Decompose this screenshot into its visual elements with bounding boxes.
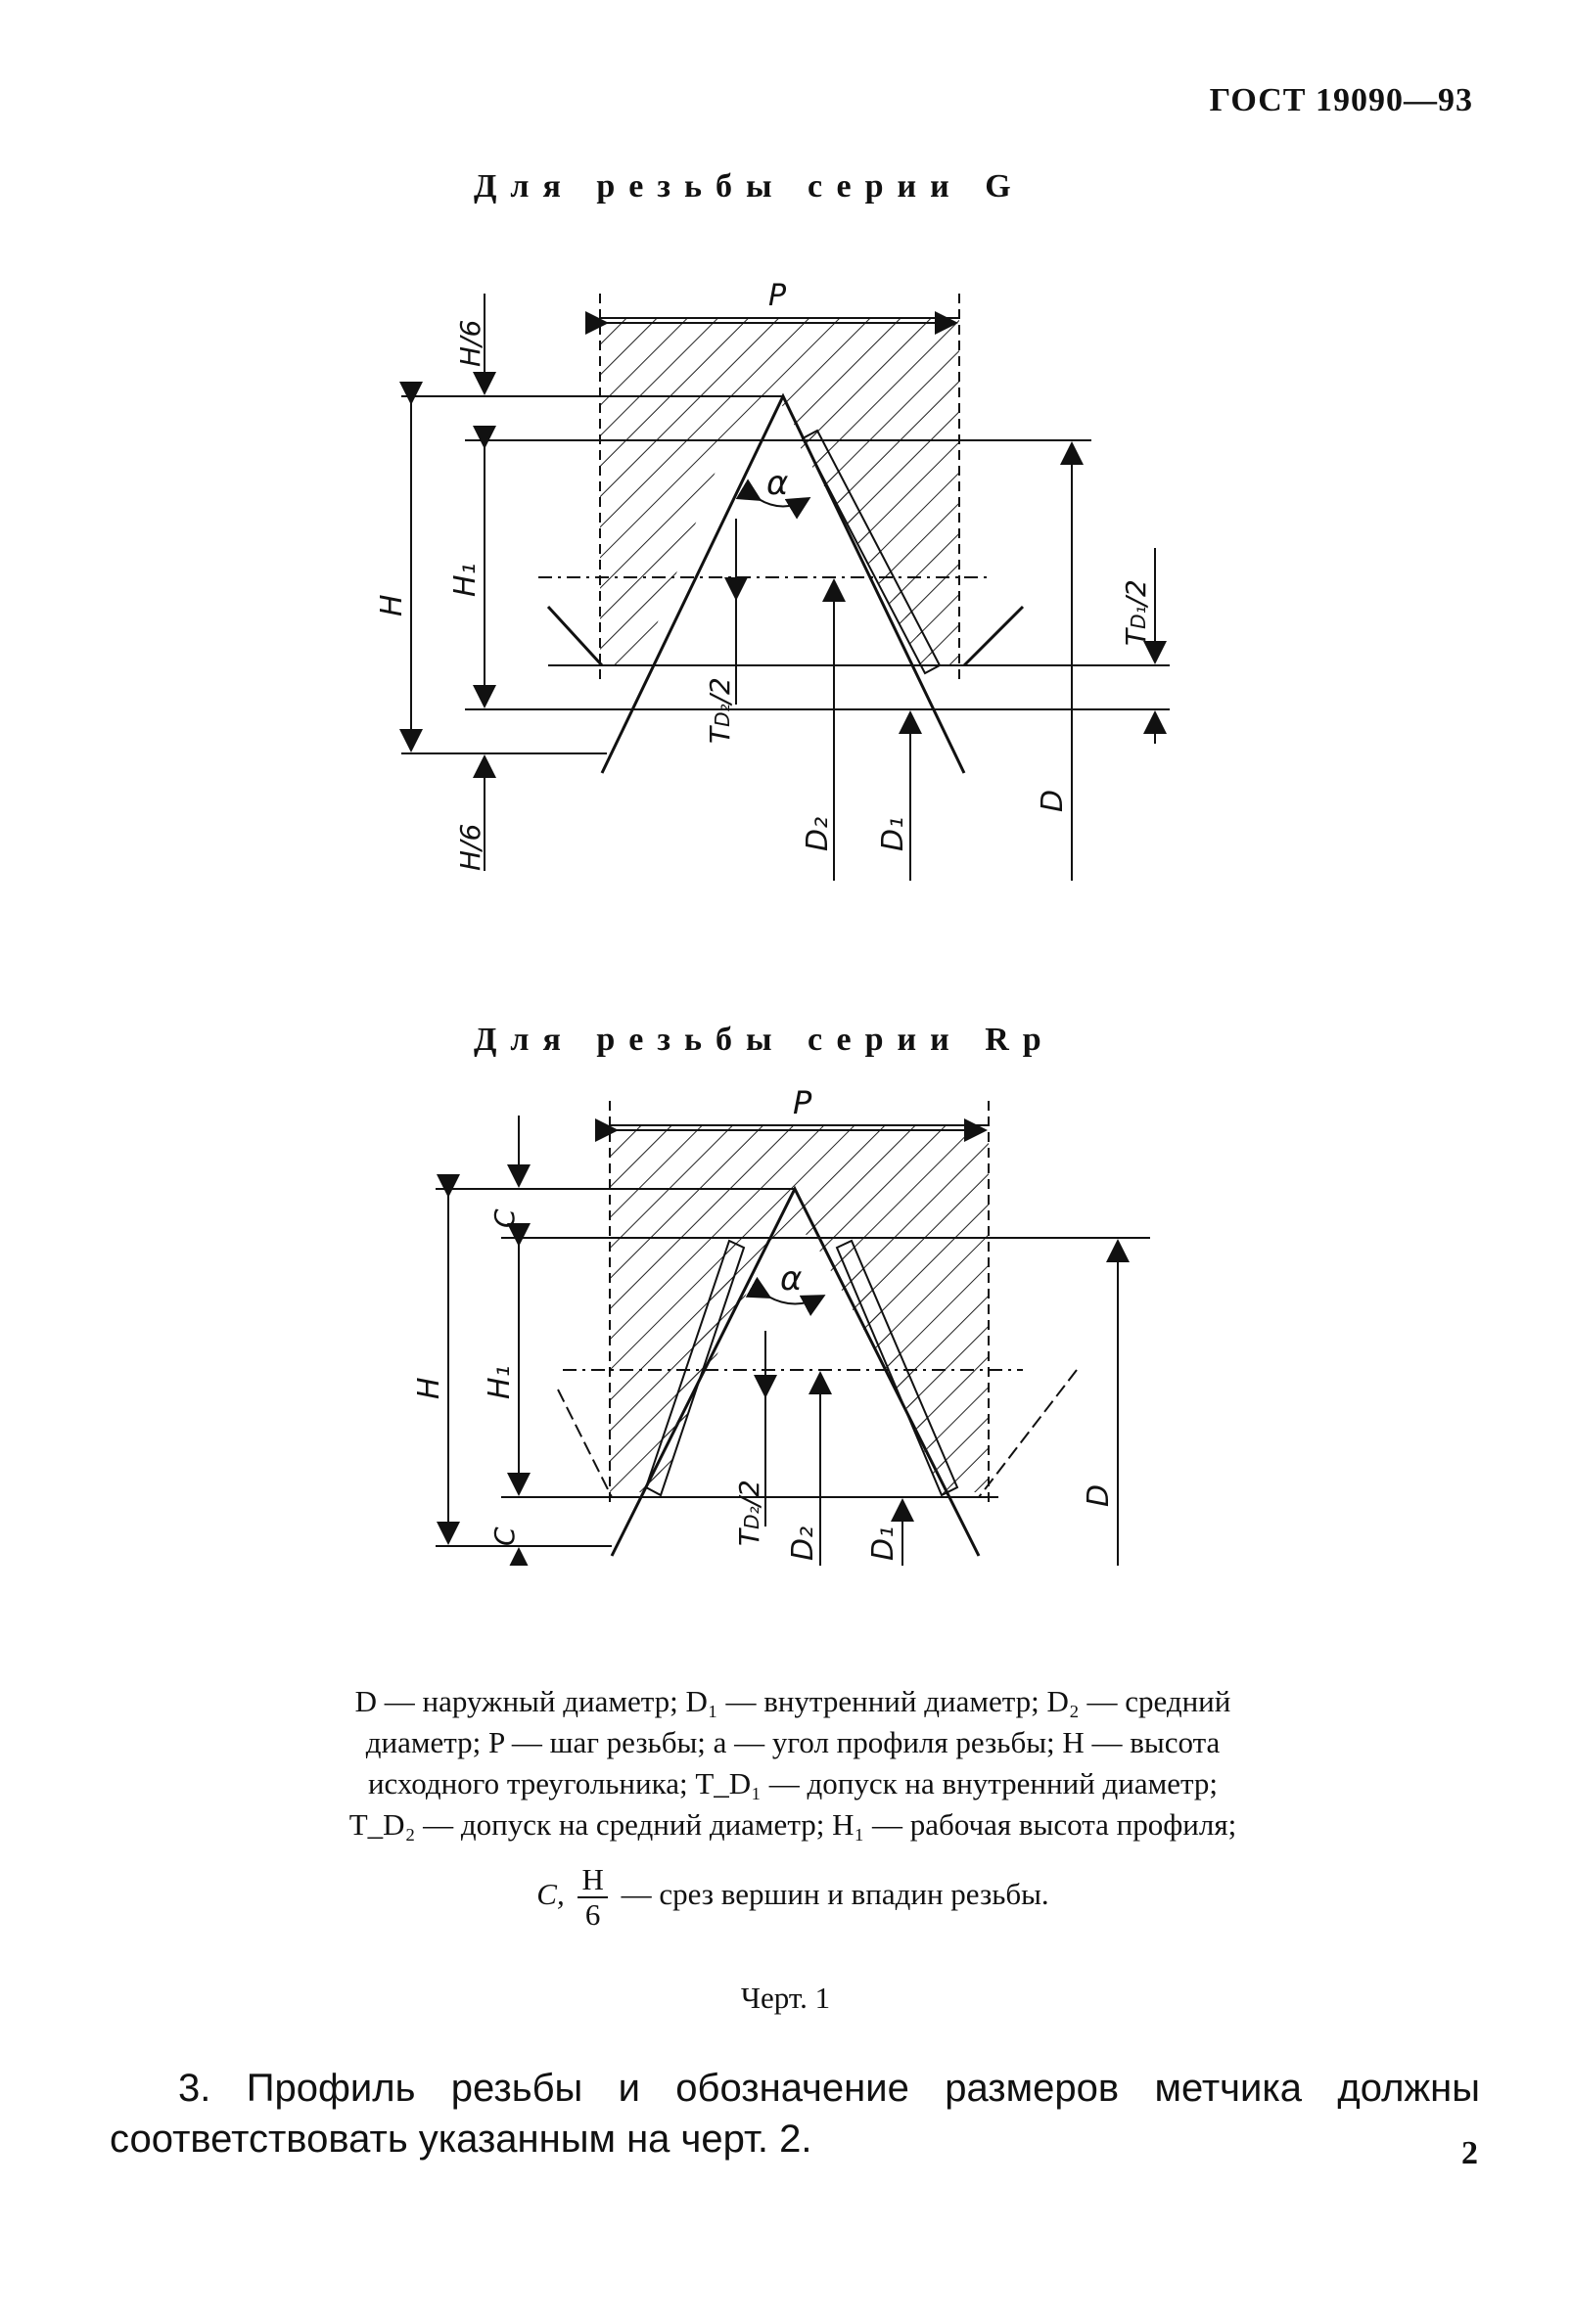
figure-legend [225, 1681, 1361, 1932]
td1-divisor: /2 [1120, 579, 1152, 607]
d-label: D [1036, 789, 1070, 812]
svg-text:TD₂/2 [733, 1480, 765, 1546]
td1-label: T [1120, 628, 1152, 646]
paragraph-3: 3. Профиль резьбы и обозначение размеров метчика должны соответствовать указанным на черт. 2. [110, 2067, 1480, 2161]
h6-bottom-label: H/6 [454, 823, 486, 871]
d2-label: D₂ [801, 816, 835, 851]
figure-g-thread-profile [0, 0, 1571, 939]
rp-d-label: D [1082, 1483, 1116, 1507]
svg-text:TD₁/2 [1120, 579, 1152, 646]
td1-subscript: D₁ [1127, 606, 1150, 629]
svg-text:TD₂/2 [704, 677, 736, 744]
fraction-denominator: 6 [584, 1897, 601, 1932]
legend-line-1: D — наружный диаметр; D₁ — внутренний диаметр; D₂ — средний [354, 1684, 1231, 1718]
rp-h1-label: H₁ [483, 1365, 517, 1399]
rp-td2-divisor: /2 [733, 1480, 765, 1507]
h6-top-label: H/6 [454, 319, 486, 367]
body-paragraph [110, 2063, 1480, 2165]
figure-label: Черт. 1 [740, 1981, 831, 2015]
legend-fraction [578, 1863, 607, 1932]
rp-td2-subscript: D₂ [740, 1506, 763, 1529]
alpha-label: α [766, 464, 789, 503]
figure-rp-thread-profile [0, 881, 1571, 1566]
legend-line-4: T_D₂ — допуск на средний диаметр; H₁ — рабочая высота профиля; [348, 1807, 1237, 1842]
legend-line-5 [225, 1863, 1361, 1932]
h1-label: H₁ [448, 563, 483, 597]
td2-divisor: /2 [704, 677, 736, 705]
figure-g-caption: Для резьбы серии G [474, 168, 1025, 205]
h-label: H [375, 594, 409, 616]
p-label: P [768, 279, 787, 313]
legend-c-symbol: C, [536, 1877, 565, 1912]
d1-label: D₁ [876, 816, 910, 851]
page-number: 2 [1461, 2135, 1478, 2171]
fraction-numerator: H [578, 1863, 607, 1898]
rp-h-label: H [412, 1377, 446, 1399]
rp-td2-label: T [733, 1528, 765, 1546]
rp-c-bottom-label: C [488, 1527, 521, 1546]
legend-line-3: исходного треугольника; T_D₁ — допуск на внутренний диаметр; [367, 1766, 1219, 1800]
rp-d2-label: D₂ [786, 1526, 820, 1561]
td2-subscript: D₂ [711, 704, 734, 727]
figure-rp-caption: Для резьбы серии Rp [474, 1022, 1055, 1058]
legend-line-5-text: — срез вершин и впадин резьбы. [621, 1877, 1049, 1912]
rp-p-label: P [793, 1084, 812, 1121]
rp-c-top-label: C [488, 1208, 521, 1228]
standard-code: ГОСТ 19090—93 [1209, 82, 1473, 118]
legend-line-2: диаметр; P — шаг резьбы; a — угол профиля резьбы; H — высота [365, 1725, 1221, 1759]
td2-label: T [704, 726, 736, 744]
rp-alpha-label: α [780, 1259, 803, 1299]
rp-d1-label: D₁ [866, 1526, 901, 1561]
